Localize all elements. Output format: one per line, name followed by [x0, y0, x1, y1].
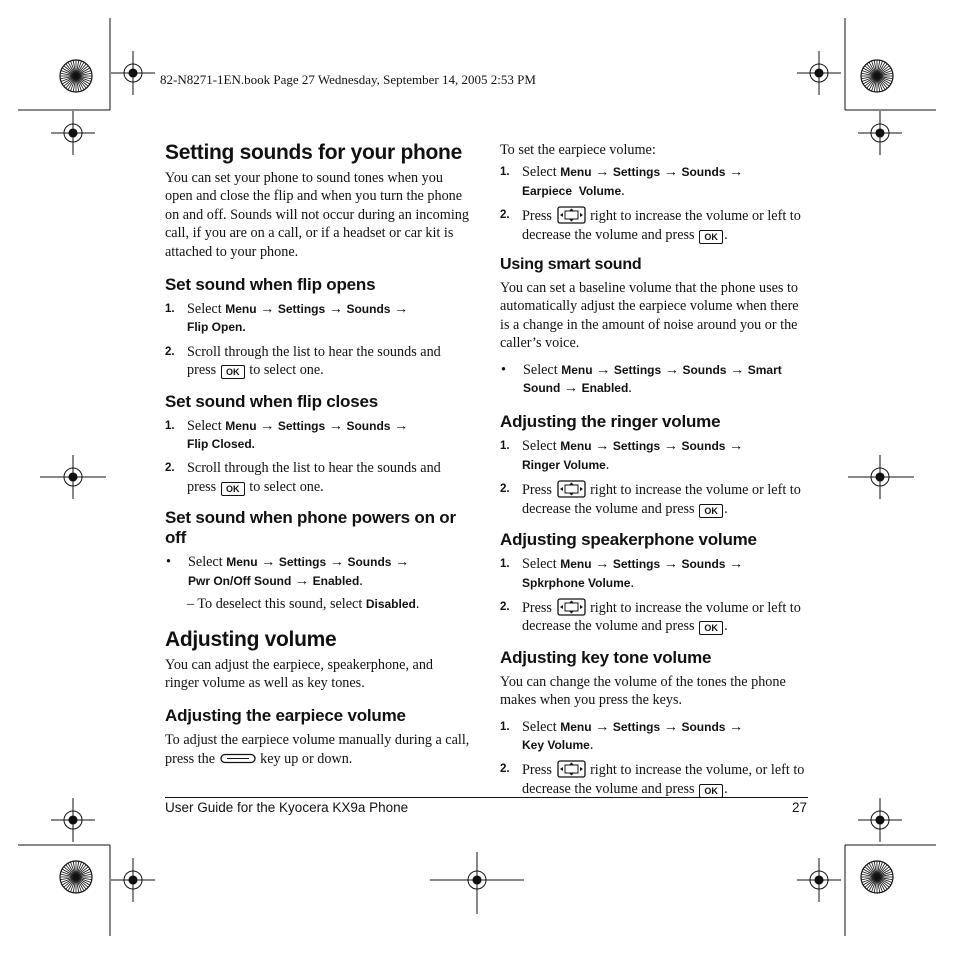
step-number: 2.	[500, 209, 510, 222]
to-set-earpiece-paragraph: To set the earpiece volume:	[500, 142, 656, 158]
setting-sounds-paragraph: You can set your phone to sound tones when you open and close the flip and when you turn the phone on and off. Sounds will not occur during an incoming call, if you are on a call, or if a headset or car kit is attached to your phone.	[165, 170, 469, 260]
heading-speakerphone-volume: Adjusting speakerphone volume	[500, 530, 757, 550]
step-speaker-1: 1. Select Menu → Settings → Sounds → Spkrphone Volume.	[500, 556, 744, 591]
navigation-key-icon	[557, 598, 586, 616]
key-tone-paragraph: You can change the volume of the tones the phone makes when you press the keys.	[500, 673, 786, 709]
heading-power-sound: Set sound when phone powers on or off	[165, 508, 456, 548]
step-ringer-1: 1. Select Menu → Settings → Sounds → Ringer Volume.	[500, 438, 744, 473]
step-number: 1.	[165, 303, 175, 316]
step-ringer-2: 2. Press right to increase the volume or left to decrease the volume and press OK .	[500, 482, 801, 517]
step-flip-opens-1: 1. Select Menu → Settings → Sounds → Flip Open.	[165, 300, 470, 337]
bullet-smart-sound: • Select Menu → Settings → Sounds → Smart Sound → Enabled.	[501, 361, 782, 397]
step-number: 1.	[165, 419, 175, 432]
ok-key-icon: OK	[699, 784, 723, 798]
heading-flip-opens: Set sound when flip opens	[165, 275, 376, 295]
step-earpiece-1: 1. Select Menu → Settings → Sounds → Earpiece Volume.	[500, 164, 744, 199]
bullet-power-sound: • Select Menu → Settings → Sounds → Pwr On/Off Sound → Enabled.	[166, 554, 410, 589]
step-keytone-2: 2. Press right to increase the volume, or left to decrease the volume and press OK .	[500, 762, 805, 797]
bullet-marker: •	[501, 361, 506, 378]
earpiece-paragraph: To adjust the earpiece volume manually during a call, press the key up or down.	[165, 732, 470, 767]
step-flip-opens-2: 2. Scroll through the list to hear the sounds and press OK to select one.	[165, 343, 441, 379]
ok-key-icon: OK	[699, 504, 723, 518]
ok-key-icon: OK	[699, 621, 723, 635]
step-number: 2.	[500, 600, 510, 613]
heading-key-tone-volume: Adjusting key tone volume	[500, 647, 712, 667]
step-earpiece-2: 2. Press right to increase the volume or left to decrease the volume and press OK .	[500, 208, 801, 243]
left-column	[165, 141, 470, 776]
side-volume-key-icon	[220, 753, 256, 764]
step-flip-closes-2: 2. Scroll through the list to hear the sounds and press OK to select one.	[165, 460, 441, 495]
right-column	[500, 141, 810, 804]
print-header-line: 82-N8271-1EN.book Page 27 Wednesday, September 14, 2005 2:53 PM	[160, 72, 536, 87]
ok-key-icon: OK	[221, 365, 245, 379]
footer-rule	[165, 797, 808, 798]
heading-setting-sounds: Setting sounds for your phone	[165, 141, 462, 164]
step-number: 1.	[500, 720, 510, 733]
ok-key-icon: OK	[221, 482, 245, 496]
step-keytone-1: 1. Select Menu → Settings → Sounds → Key Volume.	[500, 718, 744, 753]
ok-key-icon: OK	[699, 230, 723, 244]
step-speaker-2: 2. Press right to increase the volume or left to decrease the volume and press OK .	[500, 599, 801, 635]
heading-earpiece-volume: Adjusting the earpiece volume	[165, 706, 406, 726]
heading-flip-closes: Set sound when flip closes	[165, 391, 379, 411]
bullet-marker: •	[166, 554, 171, 571]
footer-guide-title: User Guide for the Kyocera KX9a Phone	[165, 800, 409, 815]
heading-ringer-volume: Adjusting the ringer volume	[500, 412, 721, 432]
adjusting-volume-paragraph: You can adjust the earpiece, speakerphone, and ringer volume as well as key tones.	[165, 656, 434, 691]
smart-sound-paragraph: You can set a baseline volume that the phone uses to automatically adjust the earpiece volume when there is a change in the amount of noise around you or the caller’s voice.	[500, 280, 799, 352]
step-number: 2.	[500, 483, 510, 496]
step-number: 1.	[500, 166, 510, 179]
step-number: 1.	[500, 558, 510, 571]
footer-page-number: 27	[792, 800, 808, 815]
deselect-note: – To deselect this sound, select Disabled.	[187, 596, 420, 613]
heading-adjusting-volume: Adjusting volume	[165, 627, 337, 651]
step-number: 1.	[500, 440, 510, 453]
navigation-key-icon	[557, 480, 586, 498]
step-number: 2.	[500, 763, 510, 776]
step-number: 2.	[165, 345, 175, 358]
step-number: 2.	[165, 462, 175, 475]
step-flip-closes-1: 1. Select Menu → Settings → Sounds → Flip Closed.	[165, 417, 470, 454]
navigation-key-icon	[557, 760, 586, 778]
navigation-key-icon	[557, 206, 586, 224]
heading-smart-sound: Using smart sound	[500, 256, 642, 274]
